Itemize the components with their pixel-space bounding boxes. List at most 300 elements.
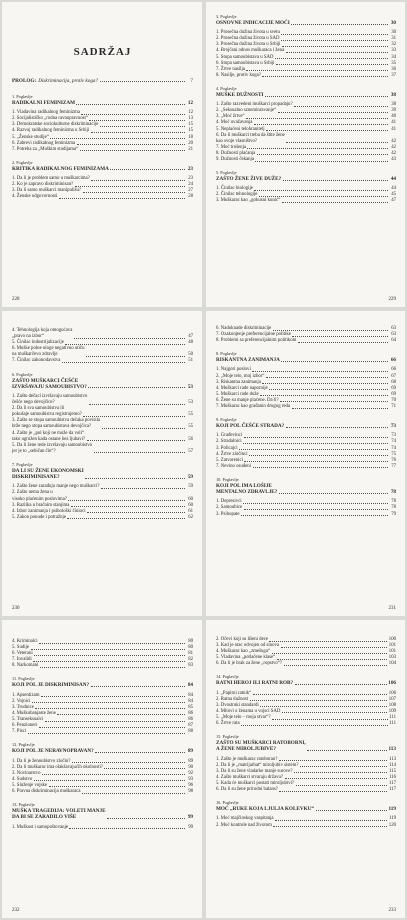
toc-entry-text: 8. Nasilje, protiv koga? bbox=[216, 72, 261, 78]
toc-entry-page: 47 bbox=[188, 334, 193, 340]
toc-entry-page: 70 bbox=[391, 397, 396, 403]
toc-entry-text: 1. Moć majčinskog vaspitanja bbox=[216, 816, 274, 822]
toc-entry-text: 4. Zašto je „pol koji ne može da voli“ tako ugrožen kada ostane bez ljubavi? bbox=[12, 430, 86, 442]
chapter-section bbox=[216, 674, 396, 727]
dot-leader bbox=[283, 180, 388, 181]
toc-entry-page: 120 bbox=[388, 822, 396, 828]
toc-entry-text: 2. Stradalnici bbox=[216, 439, 242, 445]
toc-entry-text: 1. Građevinci bbox=[216, 433, 243, 439]
toc-entry-text: 3. Dvostruki standardi bbox=[216, 702, 259, 708]
toc-entry-text: 3. Trudnice bbox=[12, 704, 34, 710]
dot-leader bbox=[282, 202, 388, 203]
chapter-section bbox=[216, 170, 396, 204]
dot-leader bbox=[82, 793, 185, 794]
chapter-page: 119 bbox=[388, 806, 396, 813]
dot-leader bbox=[266, 130, 387, 131]
toc-entry-text: 3. Zašto se stopa samoubistva dečaka povisila brže nego stopa samoubistava devojčica? bbox=[12, 418, 101, 430]
toc-entry-text: 5. Stopa samoubistava u SAD bbox=[216, 54, 274, 60]
toc-entry-page: 51 bbox=[188, 358, 193, 364]
chapter-title-text: KOJI POL JE DISKRIMINISAN? bbox=[12, 682, 90, 689]
toc-entry bbox=[216, 661, 396, 667]
toc-entry-text: 6. Penzioneri bbox=[12, 723, 38, 729]
toc-entry-text: 1. Depresivci bbox=[216, 499, 242, 505]
toc-entry-text: 7. Potreba za „Muškim studijama“ bbox=[12, 146, 79, 152]
chapter-section bbox=[216, 734, 396, 793]
chapter-number: 3. Poglavlje bbox=[216, 14, 237, 19]
toc-entry-page: 89 bbox=[188, 758, 193, 764]
dot-leader bbox=[278, 112, 388, 113]
dot-leader bbox=[71, 506, 185, 507]
toc-entry bbox=[12, 147, 193, 153]
dot-leader bbox=[94, 452, 185, 453]
dot-leader bbox=[279, 791, 387, 792]
toc-entry-page: 30 bbox=[391, 30, 396, 36]
toc-entry bbox=[216, 404, 396, 410]
chapter-number: 13. Poglavlje bbox=[12, 802, 35, 808]
toc-entry-page: 23 bbox=[188, 176, 193, 182]
toc-entry bbox=[216, 198, 396, 204]
toc-entry-page: 96 bbox=[188, 782, 193, 788]
chapter-page: 44 bbox=[390, 176, 396, 183]
chapter-number: 8. Poglavlje bbox=[216, 351, 237, 357]
chapter-section bbox=[12, 372, 193, 455]
toc-entry-text: 7. Invalidi bbox=[12, 657, 32, 663]
toc-entry-text: 8. Problemi sa preferencijalnim politikom bbox=[216, 338, 297, 344]
dot-leader bbox=[294, 106, 387, 107]
toc-entry bbox=[12, 394, 193, 406]
dot-leader bbox=[260, 706, 387, 707]
dot-leader bbox=[282, 46, 388, 47]
dot-leader bbox=[83, 192, 185, 193]
chapter-section bbox=[216, 477, 396, 518]
chapter-page: 99 bbox=[187, 814, 193, 821]
dot-leader bbox=[244, 461, 387, 462]
toc-entry-page: 37 bbox=[391, 72, 396, 78]
toc-entry bbox=[216, 823, 396, 829]
dot-leader bbox=[241, 725, 387, 726]
toc-entry-text: 7. Muškarac kao građanin drugog reda bbox=[216, 404, 291, 410]
toc-entry-page: 61 bbox=[188, 508, 193, 514]
dot-leader bbox=[286, 427, 388, 428]
toc-entry-page: 71 bbox=[391, 404, 396, 410]
toc-entry-text: 6. Stopa samoubistava u Srbiji bbox=[216, 60, 275, 66]
toc-entry-page: 59 bbox=[188, 484, 193, 490]
toc-entry-text: 3. Demokratske sociokulturne diskriminacije bbox=[12, 122, 99, 128]
dot-leader bbox=[252, 371, 387, 372]
toc-entry-page: 35 bbox=[391, 60, 396, 66]
chapter-section bbox=[216, 800, 396, 828]
toc-entry-text: 2. Da li je „matrijarhat“ miroljubiv sistem? bbox=[216, 762, 299, 768]
chapter-items bbox=[12, 484, 193, 521]
dot-leader bbox=[45, 721, 185, 722]
toc-entry-text: 7. Pisci bbox=[12, 729, 27, 735]
toc-entry-page: 88 bbox=[188, 729, 193, 735]
toc-entry-page: 113 bbox=[388, 756, 396, 762]
chapter-number: 1. Poglavlje bbox=[12, 94, 33, 99]
dot-leader bbox=[269, 389, 387, 390]
toc-entry-page: 77 bbox=[391, 463, 396, 469]
toc-entry-text: 1. Činilac biologije bbox=[216, 186, 253, 192]
toc-content bbox=[216, 637, 396, 829]
toc-entry-page: 53 bbox=[188, 400, 193, 406]
toc-entry-text: 2. Socijalističko „rodna ravnopravnost“ bbox=[12, 116, 88, 122]
chapter-section bbox=[12, 160, 193, 201]
dot-leader bbox=[259, 196, 388, 197]
toc-entry-page: 63 bbox=[391, 326, 396, 331]
toc-entry-page: 66 bbox=[391, 367, 396, 373]
toc-entry-page: 38 bbox=[391, 102, 396, 108]
chapter-items bbox=[12, 176, 193, 200]
chapter-items bbox=[12, 693, 193, 736]
dot-leader bbox=[39, 727, 185, 728]
dot-leader bbox=[292, 336, 387, 337]
toc-entry-page: 117 bbox=[388, 781, 396, 787]
toc-entry-text: 1. Zašto je muškarac ratoboran? bbox=[216, 756, 278, 762]
toc-entry-page: 85 bbox=[188, 704, 193, 710]
toc-entry-text: 7. Činilac zakonodavstva bbox=[12, 358, 61, 364]
dot-leader bbox=[284, 665, 388, 666]
toc-entry-page: 15 bbox=[188, 128, 193, 134]
chapter-number: 15. Poglavlje bbox=[216, 734, 239, 740]
chapter-items bbox=[216, 367, 396, 410]
dot-leader bbox=[277, 659, 387, 660]
toc-entry-text: 6. Da li je brak za žene „ropstvo“? bbox=[216, 661, 283, 667]
toc-entry-text: 5. Vladavina „potlačene klase“ bbox=[216, 655, 276, 661]
dot-leader bbox=[286, 52, 388, 53]
toc-entry-page: 55 bbox=[188, 412, 193, 418]
toc-entry-page: 13 bbox=[188, 116, 193, 122]
toc-entry-text: 2. Zašto nema žena u visoko plaćenim poslovima? bbox=[12, 490, 67, 502]
chapter-section bbox=[12, 94, 193, 153]
toc-entry-text: 4. Zašto muškarci stvaraju državu? bbox=[216, 774, 283, 780]
toc-entry bbox=[216, 133, 396, 145]
toc-entry-text: 2. Ko je zapravo diskriminisan? bbox=[12, 182, 74, 188]
page-number: 228 bbox=[12, 297, 20, 302]
toc-entry-page: 86 bbox=[188, 717, 193, 723]
chapter-items bbox=[12, 759, 193, 796]
toc-entry-page: 57 bbox=[188, 448, 193, 454]
toc-entry-page: 48 bbox=[188, 340, 193, 346]
chapter-section bbox=[12, 328, 193, 365]
toc-entry-text: 3. Muškarac kao „gokusni kunić“ bbox=[216, 198, 281, 204]
chapter-title bbox=[12, 682, 193, 688]
toc-entry-page: 90 bbox=[188, 764, 193, 770]
toc-entry-text: 6. Pravna diskriminacija muškaraca bbox=[12, 789, 81, 794]
toc-entry-text: 1. Apsentizam bbox=[12, 692, 40, 698]
dot-leader bbox=[272, 653, 388, 654]
toc-entry-text: 1. Da li je ženoubistvo zločin? bbox=[12, 758, 71, 764]
toc-entry-text: 5. Zakon ponude i potražnje bbox=[12, 514, 66, 520]
toc-entry bbox=[12, 663, 193, 669]
toc-entry-page: 31 bbox=[391, 36, 396, 42]
prolog-entry bbox=[12, 78, 193, 84]
dot-leader bbox=[243, 443, 387, 444]
chapter-title-text: RATNI HEROJ ILI RATNI ROB? bbox=[216, 680, 294, 687]
toc-entry-page: 82 bbox=[188, 657, 193, 663]
dot-leader bbox=[241, 515, 388, 516]
dot-leader bbox=[34, 655, 184, 656]
dot-leader bbox=[244, 509, 388, 510]
toc-entry-text: 1. Zašto žene zarađuju manje nego muškarci? bbox=[12, 484, 100, 490]
toc-entry-text: 2. „Moje telo, moj izbor“ bbox=[216, 373, 265, 379]
toc-entry-page: 40 bbox=[391, 114, 396, 120]
dot-leader bbox=[35, 708, 184, 709]
chapter-section bbox=[216, 637, 396, 667]
toc-entry-text: 1. Zašto dečaci izvršavaju samoubistvo češće nego devojčice? bbox=[12, 393, 88, 406]
toc-entry-text: 8. Dužnosti plaćanja bbox=[216, 150, 256, 156]
toc-entry-text: 2. Da li muškarac ima olakšavajućih okolnosti? bbox=[12, 764, 103, 770]
toc-entry-page: 111 bbox=[389, 715, 396, 721]
toc-entry-text: 4. Mitovi o ženama u vojsci SAD bbox=[216, 708, 281, 714]
dot-leader bbox=[272, 719, 387, 720]
toc-entry-text: 2. Samoubice bbox=[216, 505, 243, 511]
page-number: 232 bbox=[12, 908, 20, 913]
toc-entry bbox=[12, 789, 193, 795]
toc-entry-page: 32 bbox=[391, 42, 396, 48]
book-page-230 bbox=[2, 311, 202, 616]
toc-entry-text: 7. Ozakonjenje preferencijalne politike bbox=[216, 332, 291, 338]
toc-entry bbox=[12, 490, 193, 502]
dot-leader bbox=[279, 760, 388, 761]
chapter-page: 38 bbox=[390, 91, 396, 98]
dot-leader bbox=[316, 810, 388, 811]
toc-entry-page: 45 bbox=[391, 192, 396, 198]
dot-leader bbox=[292, 408, 388, 409]
dot-leader bbox=[104, 768, 184, 769]
chapter-page: 12 bbox=[187, 100, 193, 106]
toc-entry-page: 107 bbox=[388, 696, 396, 702]
toc-entry-page: 106 bbox=[388, 690, 396, 696]
toc-entry bbox=[216, 338, 396, 344]
chapter-number: 7. Poglavlje bbox=[12, 461, 33, 467]
toc-entry-page: 108 bbox=[388, 702, 396, 708]
toc-entry-text: 3. „Moć žrtve“ bbox=[216, 114, 245, 120]
chapter-title bbox=[216, 92, 396, 98]
dot-leader bbox=[255, 161, 387, 162]
toc-entry-text: 6. Da li muškarci treba da štite žene kao svoje vlasništvo? bbox=[216, 132, 285, 144]
chapter-number: 4. Poglavlje bbox=[216, 85, 237, 91]
toc-entry-page: 83 bbox=[188, 663, 193, 669]
toc-entry-text: 5. Zatvorenici bbox=[216, 457, 243, 463]
chapter-title-text: RISKANTNA ZANIMANJA bbox=[216, 357, 280, 364]
toc-entry-page: 55 bbox=[188, 424, 193, 430]
toc-entry-page: 86 bbox=[188, 710, 193, 716]
chapter-page: 73 bbox=[390, 423, 396, 430]
book-page-233 bbox=[206, 620, 405, 918]
dot-leader bbox=[28, 733, 185, 734]
toc-entry-page: 111 bbox=[389, 721, 396, 727]
toc-entry-text: 6. Muške polne uloge negativno utiču na muškarčevo zdravlje bbox=[12, 346, 85, 358]
dot-leader bbox=[253, 694, 387, 695]
toc-entry-text: 3. Da li su žene vladarke manje surove? bbox=[216, 768, 293, 774]
dot-leader bbox=[243, 503, 387, 504]
toc-entry-page: 24 bbox=[188, 182, 193, 188]
toc-entry-page: 103 bbox=[388, 655, 396, 661]
dot-leader bbox=[102, 428, 185, 429]
toc-entry-text: 7. Moć trošenja bbox=[216, 144, 246, 150]
toc-entry-text: 5. Služenje vojske bbox=[12, 782, 48, 788]
toc-entry bbox=[216, 512, 396, 518]
chapter-page: 84 bbox=[187, 682, 193, 689]
chapter-items bbox=[216, 30, 396, 79]
chapter-title-text: MUŠKA TRAGEDIJA: VOLETI MANJE DA BI SE ZARADILO VIŠE bbox=[12, 808, 106, 821]
dot-leader bbox=[86, 356, 185, 357]
toc-entry-page: 74 bbox=[391, 439, 396, 445]
toc-entry bbox=[216, 787, 396, 793]
toc-entry-page: 64 bbox=[391, 338, 396, 344]
book-page-229 bbox=[206, 2, 405, 307]
chapter-page: 78 bbox=[390, 489, 396, 496]
toc-entry-page: 60 bbox=[188, 502, 193, 508]
dot-leader bbox=[72, 762, 185, 763]
chapter-title bbox=[12, 100, 193, 106]
chapter-page: 106 bbox=[388, 680, 396, 687]
toc-entry-text: 2. Ratna dužnost bbox=[216, 696, 249, 702]
prolog-title: Diskriminacija, protiv koga? bbox=[38, 78, 99, 84]
chapter-items bbox=[12, 825, 193, 831]
toc-content bbox=[12, 328, 193, 521]
toc-entry-page: 42 bbox=[391, 138, 396, 144]
toc-entry-text: 5. Neplaćeni telohranitelj bbox=[216, 126, 265, 132]
toc-entry-page: 36 bbox=[391, 66, 396, 72]
chapter-title-text: KOJI POL JE NERAVNOPRAVAN? bbox=[12, 748, 94, 755]
dot-leader bbox=[273, 826, 387, 827]
dot-leader bbox=[85, 478, 184, 479]
toc-entry-page: 56 bbox=[188, 436, 193, 442]
dot-leader bbox=[275, 58, 388, 59]
toc-entry-text: 1. Najgori poslovi bbox=[216, 367, 251, 373]
chapter-items bbox=[216, 499, 396, 517]
book-page-228 bbox=[2, 2, 202, 307]
dot-leader bbox=[281, 647, 388, 648]
dot-leader bbox=[68, 500, 184, 501]
toc-entry-page: 27 bbox=[188, 188, 193, 194]
toc-entry-text: 5. Činilac industrijalizacije bbox=[12, 340, 64, 346]
dot-leader bbox=[88, 387, 184, 388]
chapter-title-text: KOJI POL IMA LOŠIJE MENTALNO ZDRAVLJE? bbox=[216, 482, 278, 496]
dot-leader bbox=[281, 34, 387, 35]
toc-entry-page: 81 bbox=[188, 651, 193, 657]
book-page-231 bbox=[206, 311, 405, 616]
dot-leader bbox=[32, 702, 185, 703]
dot-leader bbox=[254, 124, 388, 125]
chapter-number: 12. Poglavlje bbox=[12, 742, 35, 748]
dot-leader bbox=[298, 342, 388, 343]
dot-leader bbox=[49, 786, 185, 787]
chapter-title bbox=[12, 166, 193, 172]
prolog-label: PROLOG: bbox=[12, 78, 37, 84]
toc-entry-text: 3. Prosečna dužina života u Srbiji bbox=[216, 42, 281, 48]
dot-leader bbox=[89, 404, 185, 405]
toc-entry-page: 43 bbox=[391, 157, 396, 162]
toc-entry-page: 62 bbox=[188, 514, 193, 520]
dot-leader bbox=[276, 64, 388, 65]
dot-leader bbox=[260, 395, 387, 396]
toc-entry-text: 3. Da li samo muškarci manipulišu? bbox=[12, 188, 82, 194]
chapter-title-text: MOĆ „RUKE KOJA LJULJA KOLEVKU“ bbox=[216, 806, 314, 813]
toc-content bbox=[12, 94, 193, 200]
chapter-section bbox=[216, 86, 396, 163]
toc-entry bbox=[12, 443, 193, 455]
toc-entry-text: 7. Žrtve nasilja bbox=[216, 66, 245, 72]
dot-leader bbox=[257, 154, 388, 155]
dot-leader bbox=[291, 24, 387, 25]
chapter-title-text: ZAŠTO ŽENE ŽIVE DUŽE? bbox=[216, 176, 282, 183]
chapter-page: 113 bbox=[388, 746, 396, 753]
toc-entry-text: 5. Muškarci rade duže bbox=[216, 391, 259, 397]
toc-entry-page: 41 bbox=[391, 126, 396, 132]
dot-leader bbox=[246, 70, 387, 71]
toc-entry-page: 20 bbox=[188, 140, 193, 146]
toc-entry-text: 4. Sudstvo bbox=[12, 776, 33, 782]
toc-entry-text: 4. Moć uvažavanja bbox=[216, 120, 253, 126]
toc-entry-text: 4. Muškobanjaste žene bbox=[12, 710, 56, 716]
chapter-number: 11. Poglavlje bbox=[12, 676, 35, 682]
dot-leader bbox=[246, 118, 387, 119]
chapter-title-text: RADIKALNI FEMINIZAM bbox=[12, 100, 75, 106]
toc-entry-text: 2. Očevi koji su lišeni dece bbox=[216, 637, 268, 642]
toc-entry-text: 1. Muškost i samopoštovanje bbox=[12, 824, 68, 830]
dot-leader bbox=[275, 820, 387, 821]
chapter-items bbox=[216, 637, 396, 667]
toc-entry-text: 5. „Ženske studije“ bbox=[12, 134, 49, 140]
dot-leader bbox=[244, 437, 388, 438]
toc-entry-text: 1. Vladavina radikalnog feminizma bbox=[12, 110, 80, 116]
toc-entry-text: 4. Tehnologija koja omogućava „pravo na izbor“ bbox=[12, 328, 73, 340]
dot-leader bbox=[74, 338, 185, 339]
toc-entry bbox=[216, 464, 396, 470]
chapter-page: 30 bbox=[390, 20, 396, 26]
dot-leader bbox=[101, 488, 184, 489]
toc-entry-text: 6. Žrtve rata bbox=[216, 721, 240, 727]
toc-entry-page: 80 bbox=[188, 645, 193, 651]
toc-entry-text: 2. „Seksualno szneminravanje“ bbox=[216, 108, 277, 114]
toc-entry-text: 3. Policajci bbox=[216, 445, 238, 451]
toc-entry bbox=[12, 729, 193, 735]
toc-entry bbox=[12, 406, 193, 418]
dot-leader bbox=[281, 40, 388, 41]
chapter-title-text: MUŠKE DUŽNOSTI bbox=[216, 91, 264, 98]
toc-entry-page: 39 bbox=[391, 108, 396, 114]
toc-entry-page: 100 bbox=[388, 637, 396, 642]
dot-leader bbox=[269, 641, 387, 642]
toc-entry-text: 2. Prosečna dužina života u SAD bbox=[216, 36, 280, 42]
dot-leader bbox=[87, 512, 184, 513]
toc-entry-page: 73 bbox=[391, 433, 396, 439]
toc-entry bbox=[216, 157, 396, 163]
toc-entry-page: 68 bbox=[391, 379, 396, 385]
dot-leader bbox=[40, 667, 185, 668]
chapter-items bbox=[12, 639, 193, 669]
chapter-section bbox=[216, 417, 396, 470]
book-page-232 bbox=[2, 620, 202, 918]
chapter-items bbox=[216, 816, 396, 828]
dot-leader bbox=[91, 132, 185, 133]
dot-leader bbox=[59, 198, 185, 199]
toc-entry-text: 5. „Moje telo – moja stvar“? bbox=[216, 715, 271, 721]
toc-entry-page: 80 bbox=[188, 639, 193, 644]
chapter-items bbox=[216, 433, 396, 470]
chapter-items bbox=[12, 110, 193, 153]
dot-leader bbox=[250, 700, 388, 701]
toc-entry-page: 98 bbox=[188, 789, 193, 794]
toc-entry-page: 115 bbox=[388, 768, 396, 774]
chapter-section bbox=[12, 639, 193, 669]
toc-entry-text: 4. Žrtve zločinci bbox=[216, 451, 248, 457]
dot-leader bbox=[41, 696, 185, 697]
toc-entry-text: 4. Izbor zanimanja i psihološki činioci bbox=[12, 508, 86, 514]
toc-entry-page: 69 bbox=[391, 385, 396, 391]
